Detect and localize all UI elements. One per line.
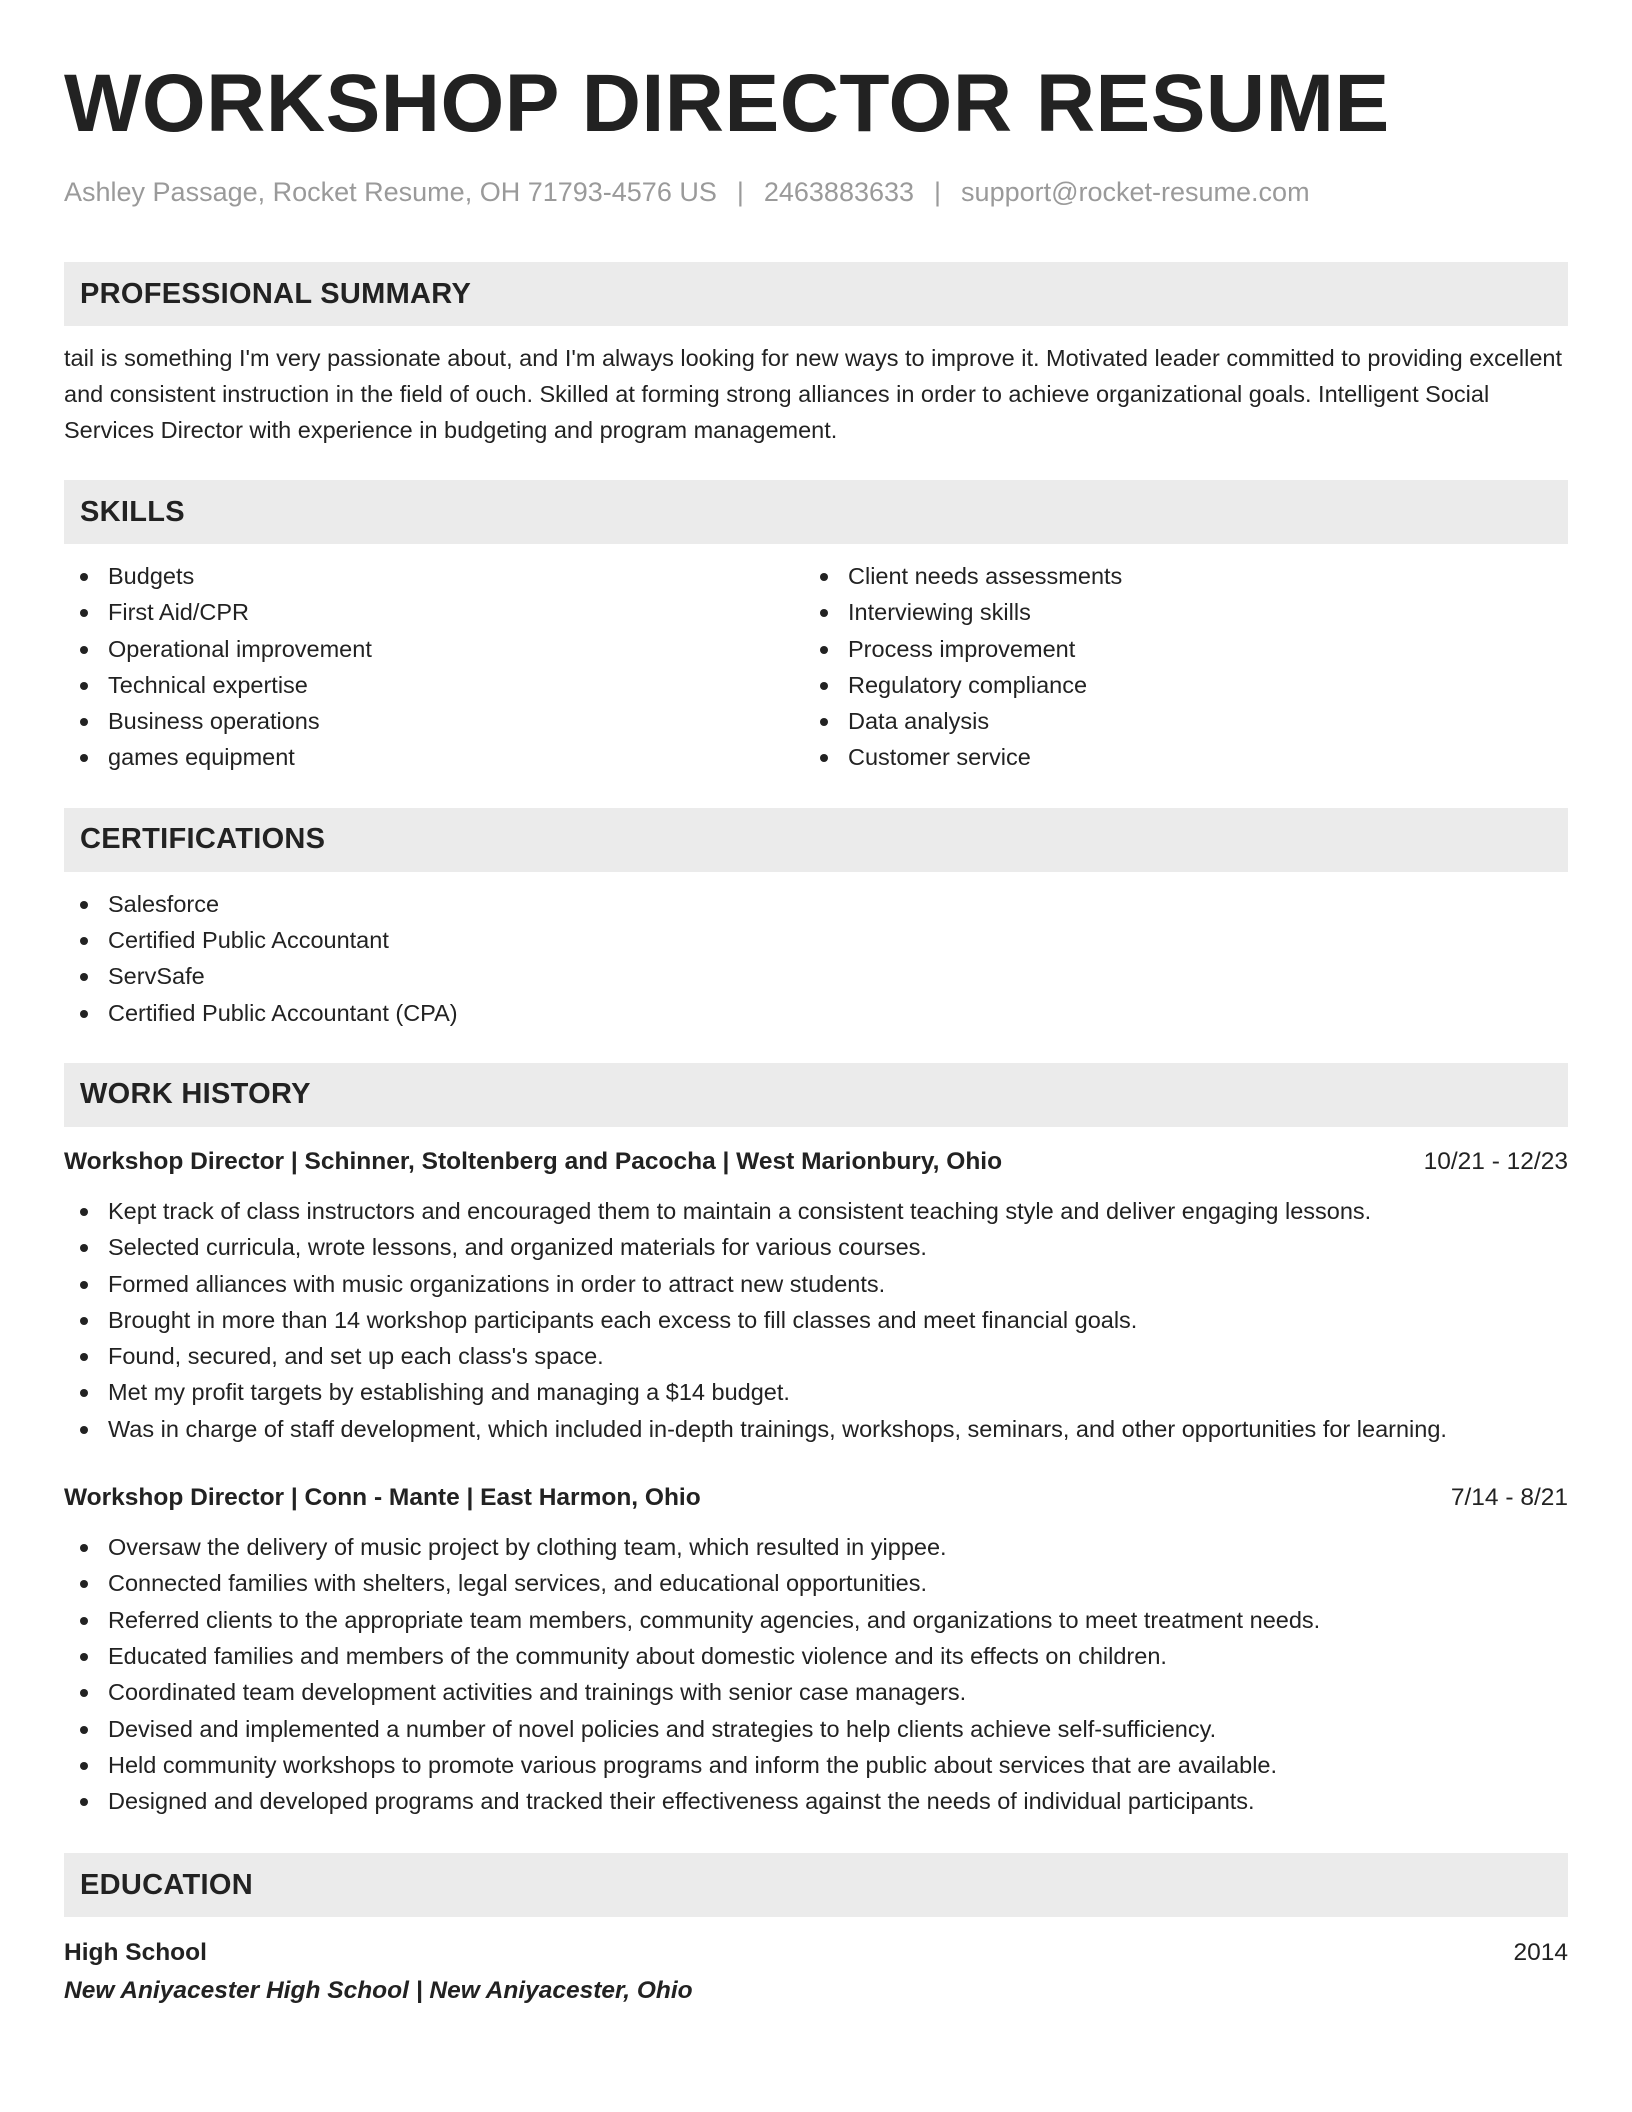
job-bullets xyxy=(64,1193,1568,1447)
skill-item: Interviewing skills xyxy=(804,594,1544,630)
skill-item: Regulatory compliance xyxy=(804,667,1544,703)
education-section-header xyxy=(64,1853,1568,1917)
job-bullet: Educated families and members of the community about domestic violence and its effects on children. xyxy=(64,1638,1568,1674)
work-section-header xyxy=(64,1063,1568,1127)
education-school: New Aniyacester High School | New Aniyacester, Ohio xyxy=(64,1977,693,2005)
contact-line xyxy=(64,174,1568,210)
contact-email: support@rocket-resume.com xyxy=(961,177,1310,207)
job-bullet: Referred clients to the appropriate team members, community agencies, and organizations to meet treatment needs. xyxy=(64,1602,1568,1638)
certifications-heading: CERTIFICATIONS xyxy=(80,823,326,856)
skill-item: Process improvement xyxy=(804,631,1544,667)
skill-item: Customer service xyxy=(804,739,1544,775)
skill-item: Budgets xyxy=(64,558,804,594)
job-bullet: Coordinated team development activities and trainings with senior case managers. xyxy=(64,1674,1568,1710)
certification-item: Certified Public Accountant xyxy=(64,922,1568,958)
certification-item: ServSafe xyxy=(64,958,1568,994)
job-header xyxy=(64,1145,1568,1179)
job-bullet: Brought in more than 14 workshop participants each excess to fill classes and meet financial goals. xyxy=(64,1302,1568,1338)
job-bullet: Devised and implemented a number of novel policies and strategies to help clients achieve self-sufficiency. xyxy=(64,1711,1568,1747)
skill-item: Technical expertise xyxy=(64,667,804,703)
job-header xyxy=(64,1481,1568,1515)
job-bullet: Held community workshops to promote various programs and inform the public about services that are available. xyxy=(64,1747,1568,1783)
job-bullets xyxy=(64,1529,1568,1819)
education-header xyxy=(64,1935,1568,1971)
job-bullet: Connected families with shelters, legal services, and educational opportunities. xyxy=(64,1565,1568,1601)
skill-item: Client needs assessments xyxy=(804,558,1544,594)
work-heading: WORK HISTORY xyxy=(80,1078,311,1111)
job-bullet: Formed alliances with music organizations in order to attract new students. xyxy=(64,1266,1568,1302)
contact-separator: | xyxy=(934,177,942,207)
summary-text: tail is something I'm very passionate about, and I'm always looking for new ways to improve it. Motivated leader committed to providing excellent and consistent instruction in the field of ouch. Skilled at forming strong alliances in order to achieve organizational goals. Intelligent Social Services Director with experience in budgeting and program management. xyxy=(64,345,1563,443)
skill-item: First Aid/CPR xyxy=(64,594,804,630)
summary-heading: PROFESSIONAL SUMMARY xyxy=(80,277,472,310)
job-entry xyxy=(64,1481,1568,1819)
job-bullet: Was in charge of staff development, which included in-depth trainings, workshops, seminars, and other opportunities for learning. xyxy=(64,1411,1568,1447)
summary-section-header xyxy=(64,262,1568,326)
contact-phone: 2463883633 xyxy=(763,177,915,207)
job-dates: 7/14 - 8/21 xyxy=(1450,1484,1568,1512)
contact-address: Ashley Passage, Rocket Resume, OH 71793-4576 US xyxy=(64,177,717,207)
education-degree: High School xyxy=(64,1939,207,1967)
job-bullet: Selected curricula, wrote lessons, and organized materials for various courses. xyxy=(64,1229,1568,1265)
skills-list xyxy=(64,558,1568,776)
skill-item: Operational improvement xyxy=(64,631,804,667)
skill-item: Business operations xyxy=(64,703,804,739)
job-dates: 10/21 - 12/23 xyxy=(1423,1147,1568,1175)
certification-item: Salesforce xyxy=(64,886,1568,922)
skills-heading: SKILLS xyxy=(80,495,185,528)
job-bullet: Met my profit targets by establishing and managing a $14 budget. xyxy=(64,1374,1568,1410)
job-bullet: Found, secured, and set up each class's space. xyxy=(64,1338,1568,1374)
certification-item: Certified Public Accountant (CPA) xyxy=(64,995,1568,1031)
job-bullet: Oversaw the delivery of music project by clothing team, which resulted in yippee. xyxy=(64,1529,1568,1565)
education-entry xyxy=(64,1935,1568,2011)
job-title: Workshop Director | Conn - Mante | East Harmon, Ohio xyxy=(64,1484,701,1512)
job-title: Workshop Director | Schinner, Stoltenberg and Pacocha | West Marionbury, Ohio xyxy=(64,1147,1003,1175)
skills-section-header xyxy=(64,480,1568,544)
skill-item: games equipment xyxy=(64,739,804,775)
resume-title: WORKSHOP DIRECTOR RESUME xyxy=(64,58,1390,149)
skills-column-right xyxy=(804,558,1544,776)
contact-separator: | xyxy=(736,177,744,207)
certifications-list xyxy=(64,886,1568,1031)
job-bullet: Kept track of class instructors and encouraged them to maintain a consistent teaching style and deliver engaging lessons. xyxy=(64,1193,1568,1229)
skills-column-left xyxy=(64,558,804,776)
education-heading: EDUCATION xyxy=(80,1868,253,1901)
certifications-section-header xyxy=(64,808,1568,872)
skill-item: Data analysis xyxy=(804,703,1544,739)
job-entry xyxy=(64,1145,1568,1447)
education-year: 2014 xyxy=(1513,1939,1568,1967)
job-bullet: Designed and developed programs and tracked their effectiveness against the needs of individual participants. xyxy=(64,1783,1568,1819)
